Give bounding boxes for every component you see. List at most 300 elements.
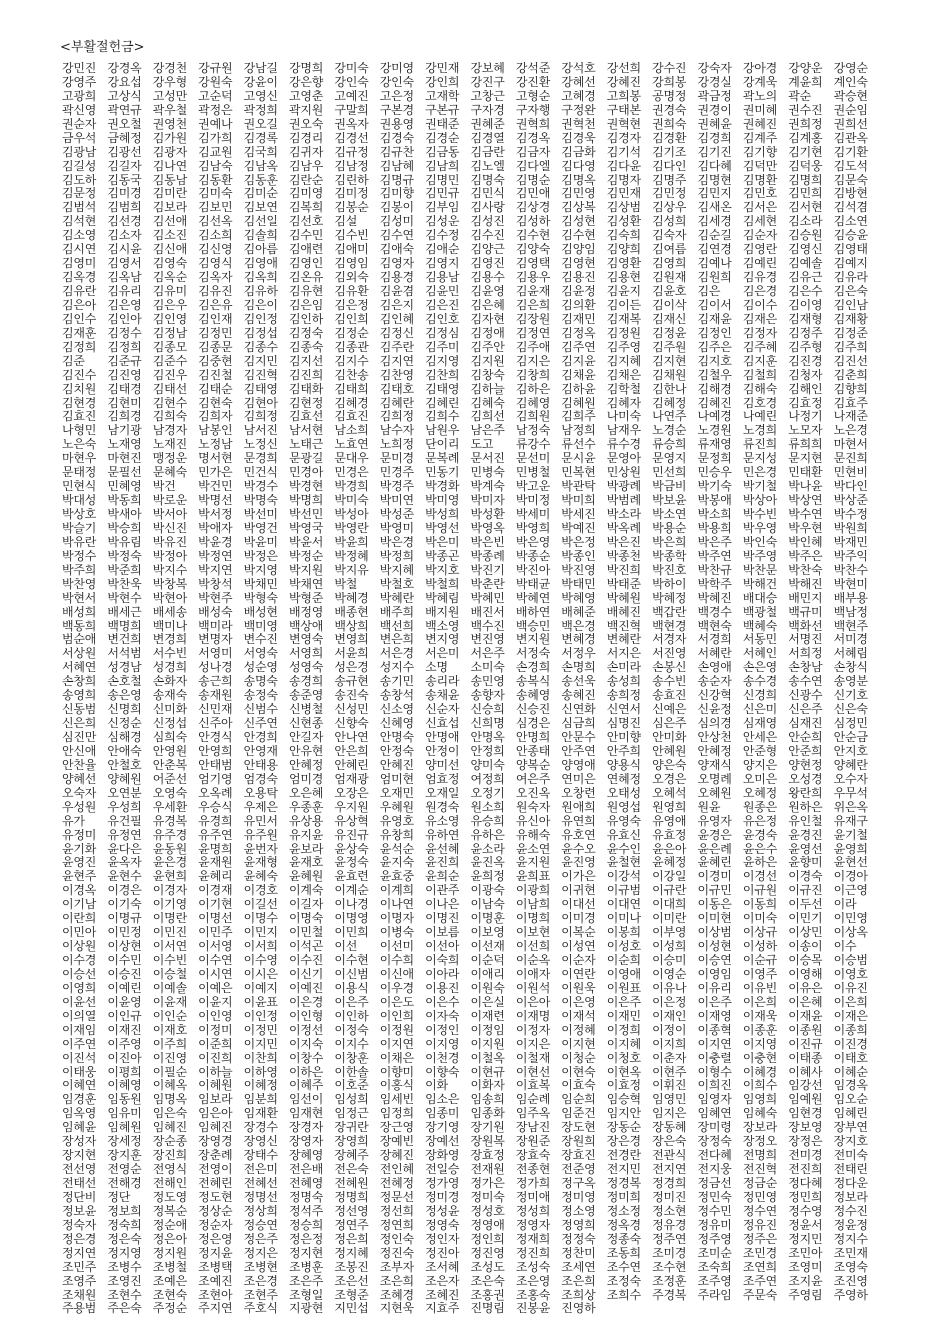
donor-name: 전미숙 [833,1149,868,1163]
donor-name: 박명희 [288,494,324,508]
donor-name: 윤다은 [107,842,142,856]
donor-name: 신주아 [198,717,233,731]
donor-name: 이수빈 [152,954,187,967]
donor-name: 정연주 [334,1218,369,1232]
donor-name: 김금화 [561,145,596,159]
donor-name: 장정은 [788,1135,823,1149]
donor-name: 장예선 [425,1135,460,1149]
donor-name: 정선영 [334,1204,369,1218]
donor-name: 송준영 [288,689,324,703]
donor-name: 노재진 [152,438,187,452]
donor-name: 임보라 [198,1093,233,1107]
donor-name: 윤재원 [198,856,233,870]
donor-name: 고영신 [243,89,278,103]
donor-name: 권혜준 [470,117,505,131]
donor-name: 김정주 [788,326,823,340]
donor-name: 유영애 [652,814,687,828]
donor-name: 이유나 [652,981,687,995]
donor-name: 김수정 [425,229,460,243]
donor-name: 김온유 [288,271,324,285]
donor-name: 조영미 [788,1260,823,1274]
donor-name: 노은숙 [62,438,97,452]
donor-name: 이재영 [697,1009,732,1023]
donor-name: 김정남 [152,326,187,340]
donor-name: 강남길 [243,62,278,75]
donor-name: 류희희 [788,438,823,452]
donor-name: 김이서 [697,298,732,312]
donor-name: 정정숙 [561,1232,596,1246]
donor-name: 김경열 [470,131,505,145]
donor-name: 김은경 [742,285,778,298]
donor-name: 김찬영 [379,368,414,382]
donor-name: 김성희 [652,215,687,229]
donor-name: 김영란 [742,243,778,257]
donor-name: 김도하 [62,173,97,187]
donor-name: 손화자 [152,675,187,689]
donor-name: 이춘자 [652,1051,687,1065]
donor-name: 장귀란 [334,1121,369,1135]
donor-name: 김예지 [833,257,868,271]
donor-name: 박우영 [742,521,778,535]
donor-name: 송민영 [470,675,505,689]
donor-name: 이정자 [515,1023,551,1037]
donor-name: 정지영 [107,1246,142,1260]
donor-name: 주호식 [243,1302,278,1316]
donor-name: 유영숙 [606,814,641,828]
donor-name: 박혜민 [470,591,505,605]
donor-name: 김영신 [788,243,823,257]
donor-name: 변영숙 [288,633,324,647]
donor-name: 이광희 [515,884,551,898]
donor-name: 조은선 [334,1274,369,1288]
donor-name: 이자숙 [425,1009,460,1023]
donor-name: 주용범 [62,1302,97,1316]
donor-name: 전미경 [788,1149,823,1163]
donor-name: 김태호 [379,382,414,396]
donor-name: 정인희 [470,1232,505,1246]
donor-name: 민경주 [379,466,414,480]
donor-name: 김경순 [425,131,460,145]
donor-name: 박재민 [833,535,868,549]
donor-name: 조희상 [561,1288,596,1302]
donor-name: 이예린 [107,981,142,995]
donor-name: 안애숙 [107,744,142,758]
donor-name: 윤진영 [561,856,596,870]
donor-name: 전태린 [833,1163,868,1177]
donor-name: 김현정 [288,396,324,410]
donor-name: 류선수 [561,438,596,452]
donor-name: 민현식 [62,480,97,494]
donor-name: 류재영 [697,438,732,452]
donor-name: 정선희 [379,1204,414,1218]
donor-name: 박상연 [788,494,823,508]
donor-name: 윤소연 [515,842,551,856]
donor-name: 김옥남 [107,271,142,285]
donor-name: 조현수 [107,1288,142,1302]
donor-name: 김국희 [243,145,278,159]
donor-name: 이남숙 [470,898,505,912]
donor-name: 이신범 [334,967,369,981]
donor-name: 김이삭 [652,298,687,312]
donor-name: 김예나 [697,257,732,271]
donor-name: 윤혜린 [697,856,732,870]
donor-name: 조수연 [606,1260,641,1274]
donor-name: 강영순 [833,62,868,75]
donor-name: 오용탁 [243,786,278,800]
donor-name: 노경원 [697,424,732,438]
donor-name: 이지민 [243,1037,278,1051]
donor-name: 김선애 [152,215,187,229]
donor-name: 성영숙 [288,661,324,675]
donor-name: 문시윤 [561,452,596,466]
donor-name: 김문정 [62,187,97,201]
donor-name: 김혜진 [697,396,732,410]
donor-name: 김은영 [107,298,142,312]
donor-name: 김태영 [243,382,278,396]
donor-name: 이선재 [470,940,505,954]
donor-name: 유재구 [833,814,868,828]
donor-name: 정진희 [515,1246,551,1260]
donor-name: 박보윤 [652,494,687,508]
donor-name: 김현미 [107,396,142,410]
donor-name: 김채은 [606,368,641,382]
donor-name: 박찬숙 [788,563,823,577]
donor-name: 장태수 [243,1149,278,1163]
donor-name: 정명선 [243,1190,278,1204]
donor-name: 김이든 [606,298,641,312]
donor-name: 조형준 [334,1288,369,1302]
donor-name: 윤동원 [152,842,187,856]
donor-name: 오혜정 [742,786,778,800]
donor-name: 김남숙 [198,159,233,173]
donor-name: 이성호 [606,940,641,954]
donor-name: 장도현 [561,1121,596,1135]
donor-name: 이수연 [198,954,233,967]
donor-name: 백상희 [334,619,369,633]
donor-name: 강미영 [379,62,414,75]
donor-name: 장원희 [561,1135,596,1149]
donor-name: 장기영 [425,1121,460,1135]
donor-name: 정지혜 [334,1246,369,1260]
donor-name: 김현경 [62,396,97,410]
donor-name: 임정근 [334,1107,369,1121]
donor-name: 심경은 [515,717,551,731]
donor-name: 서경희 [697,633,732,647]
donor-name: 백미영 [243,619,278,633]
donor-name: 이순덕 [470,954,505,967]
donor-name: 이창훈 [334,1051,369,1065]
donor-name: 윤은경 [152,856,187,870]
donor-name: 김성하 [515,215,551,229]
donor-name: 김해인 [788,382,823,396]
donor-name: 임명옥 [152,1093,187,1107]
donor-name: 김하늘 [470,382,505,396]
donor-name: 이남희 [515,898,551,912]
donor-name: 김선호 [288,215,324,229]
donor-name: 안종태 [515,744,551,758]
donor-name: 유연희 [561,814,596,828]
donor-name: 김윤호 [652,285,687,298]
donor-name: 유승희 [470,814,505,828]
donor-name: 김석현 [62,215,97,229]
donor-name: 김정순 [334,326,369,340]
donor-name: 김채윤 [561,368,596,382]
donor-name: 구본규 [425,103,460,117]
donor-name: 정민희 [788,1190,823,1204]
donor-name: 박현서 [62,591,97,605]
donor-name: 백현숙 [697,619,732,633]
donor-name: 박현아 [152,591,187,605]
donor-name: 남재우 [606,424,641,438]
donor-name: 문미경 [379,452,414,466]
donor-name: 김부임 [425,201,460,215]
donor-name: 김남혜 [379,159,414,173]
donor-name: 박봉애 [697,494,732,508]
donor-name: 강원숙 [198,75,233,89]
donor-name: 이용식 [334,981,369,995]
donor-name: 마현서 [833,438,868,452]
donor-name: 박주희 [62,563,97,577]
donor-name: 이은아 [515,995,551,1009]
donor-name: 연혜정 [606,772,641,786]
donor-name: 윤현주 [62,870,97,884]
donor-name: 김유미 [152,285,187,298]
donor-name: 이영해 [788,967,823,981]
donor-name: 이재은 [833,1009,868,1023]
donor-name: 배세송 [152,605,187,619]
donor-name: 이규란 [652,884,687,898]
donor-name: 전태선 [62,1177,97,1190]
donor-name: 김계홍 [788,131,823,145]
donor-name: 송순자 [697,675,732,689]
donor-name: 이미숙 [742,912,778,926]
donor-name: 김해경 [697,382,732,396]
donor-name: 강숙자 [697,62,732,75]
donor-name: 문필선 [107,466,142,480]
donor-name: 박수빈 [742,508,778,521]
donor-name: 박은경 [379,535,414,549]
donor-name: 박은주 [697,535,732,549]
donor-name: 윤향미 [788,856,823,870]
donor-name: 김윤지 [606,285,641,298]
donor-name: 이은희 [833,995,868,1009]
donor-name: 정보희 [107,1204,142,1218]
donor-name: 금혜정 [107,131,142,145]
donor-name: 김정희 [62,340,97,354]
donor-name: 이경아 [833,870,868,884]
donor-name: 주문숙 [742,1288,778,1302]
donor-name: 김정자 [742,326,778,340]
donor-name: 이휘진 [652,1079,687,1093]
donor-name: 변혜경 [561,633,596,647]
donor-name: 윤옥자 [107,856,142,870]
donor-name: 김다윤 [606,159,641,173]
donor-name: 윤혜숙 [243,870,278,884]
donor-name: 송복식 [515,675,551,689]
donor-name: 이예솔 [152,981,187,995]
donor-name: 조은자 [425,1274,460,1288]
donor-name: 서영희 [288,647,324,661]
donor-name: 곽연규 [107,103,142,117]
donor-name: 강미숙 [334,62,369,75]
donor-name: 이경선 [742,870,778,884]
donor-name: 김정애 [470,326,505,340]
donor-name: 조홍권 [470,1288,505,1302]
donor-name: 정도현 [198,1190,233,1204]
donor-name: 신은미 [742,703,778,717]
donor-name: 정진숙 [379,1246,414,1260]
donor-name: 조지윤 [788,1274,823,1288]
donor-name: 김재황 [833,312,868,326]
donor-name: 이혜옥 [152,1079,187,1093]
donor-name: 유주경 [152,828,187,842]
donor-name: 김용우 [515,271,551,285]
donor-name: 정문선 [379,1190,414,1204]
donor-name: 김소희 [198,229,233,243]
donor-name: 박창복 [152,577,187,591]
donor-name: 조병택 [198,1260,233,1274]
donor-name: 박윤서 [288,535,324,549]
donor-name: 박지영 [243,563,278,577]
donor-name: 이상옥 [833,926,868,940]
donor-name: 이상범 [697,926,732,940]
donor-name: 윤경숙 [742,828,778,842]
donor-name: 서영숙 [243,647,278,661]
donor-name: 정가은 [470,1177,505,1190]
donor-name: 이하은 [288,1065,324,1079]
donor-name: 권용영 [379,117,414,131]
donor-name: 박채민 [243,577,278,591]
donor-name: 이정희 [606,1023,641,1037]
donor-name: 진명림 [470,1302,505,1316]
donor-name: 이형수 [697,1065,732,1079]
donor-name: 김다엘 [515,159,551,173]
donor-name: 이철재 [515,1051,551,1065]
donor-name: 박선민 [288,508,324,521]
donor-name: 곽노의 [742,89,778,103]
donor-name: 민상원 [606,466,641,480]
donor-name: 김준규 [107,354,142,368]
donor-name: 김노엘 [470,159,505,173]
donor-name: 장영신 [243,1135,278,1149]
donor-name: 송향자 [470,689,505,703]
donor-name-grid [62,62,880,1316]
donor-name: 김유근 [788,271,823,285]
donor-name: 유상용 [288,814,324,828]
donor-name: 강수진 [652,62,687,75]
donor-name: 백미라 [198,619,233,633]
donor-name: 이재욱 [742,1009,778,1023]
donor-name: 김선일 [243,215,278,229]
donor-name: 손미라 [606,661,641,675]
donor-name: 임세빈 [379,1093,414,1107]
donor-name: 성지수 [379,661,414,675]
donor-name: 유상혁 [334,814,369,828]
donor-name: 변지영 [425,633,460,647]
donor-name: 이재민 [606,1009,641,1023]
donor-name: 임혜숙 [742,1107,778,1121]
donor-name: 박찬수 [833,563,868,577]
donor-name: 김세경 [697,215,732,229]
donor-name: 노경순 [652,424,687,438]
donor-name: 권순임 [833,103,868,117]
donor-name: 이찬희 [243,1051,278,1065]
donor-name: 이혜순 [833,1065,868,1079]
donor-name: 박인숙 [742,535,778,549]
donor-name: 여정희 [470,772,505,786]
donor-name: 임현경 [788,1107,823,1121]
donor-name: 임경옥 [833,1079,868,1093]
donor-name: 남원우 [425,424,460,438]
donor-name: 정찬미 [561,1246,596,1260]
donor-name: 임정희 [379,1107,414,1121]
donor-name: 김은 [697,285,721,298]
donor-name: 이민주 [198,926,233,940]
donor-name: 이유빈 [742,981,778,995]
donor-name: 김채원 [652,368,687,382]
donor-name: 전해경 [107,1177,142,1190]
donor-name: 전은숙 [334,1163,369,1177]
donor-name: 서미경 [833,633,868,647]
donor-name: 변건희 [107,633,142,647]
donor-name: 정미숙 [470,1190,505,1204]
donor-name: 원애희 [561,800,596,814]
donor-name: 정순애 [152,1218,187,1232]
donor-name: 김유진 [198,285,233,298]
donor-name: 김진경 [788,354,823,368]
donor-name: 배하연 [515,605,551,619]
donor-name: 정인자 [425,1232,460,1246]
donor-name: 김철우 [697,368,732,382]
donor-name: 송희정 [606,689,641,703]
donor-name: 김명주 [652,173,687,187]
donor-name: 박건 [152,480,176,494]
donor-name: 박범례 [606,494,641,508]
donor-name: 이관주 [425,884,460,898]
donor-name: 윤희표 [515,870,551,884]
donor-name: 신은숙 [833,703,868,717]
donor-name: 오정기 [470,786,505,800]
donor-name: 조정숙 [606,1274,641,1288]
donor-name: 변명자 [198,633,233,647]
donor-name: 백선희 [379,619,414,633]
donor-name: 송채윤 [425,689,460,703]
donor-name: 이경숙 [788,870,823,884]
donor-name: 이영희 [62,981,97,995]
donor-name: 손창남 [788,661,823,675]
donor-name: 김외숙 [334,271,369,285]
donor-name: 박유진 [152,535,187,549]
donor-name: 남수자 [379,424,414,438]
donor-name: 이강일 [652,870,687,884]
donor-name: 이수현 [334,954,369,967]
donor-name: 박경화 [425,480,460,494]
donor-name: 권오철 [107,117,142,131]
donor-name: 주영하 [833,1288,868,1302]
donor-name: 김지민 [243,354,278,368]
donor-name: 유호연 [561,828,596,842]
donor-name: 윤철현 [606,856,641,870]
donor-name: 이동희 [742,898,778,912]
donor-name: 신예은 [652,703,687,717]
donor-name: 이승미 [652,954,687,967]
donor-name: 김종숙 [288,340,324,354]
donor-name: 김은지 [379,298,414,312]
donor-name: 김주연 [561,340,596,354]
donor-name: 김길자 [107,159,142,173]
donor-name: 이홍식 [379,1079,414,1093]
donor-name: 나정기 [788,410,823,424]
